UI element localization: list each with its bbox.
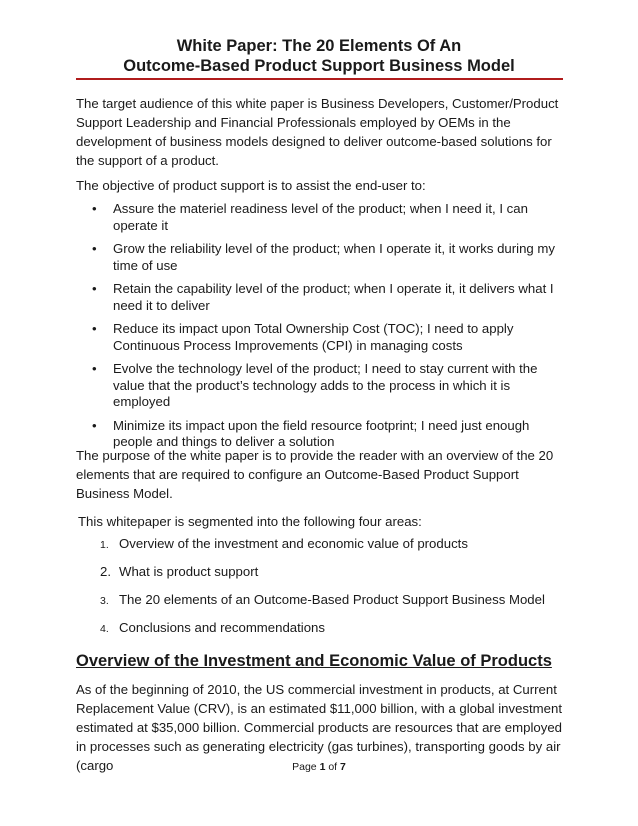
bullet-item <box>76 201 566 234</box>
page-footer <box>0 761 638 773</box>
page-total: 7 <box>340 761 346 773</box>
bullet-icon: • <box>92 201 97 216</box>
numbered-item <box>76 536 566 564</box>
section-paragraph: As of the beginning of 2010, the US commercial investment in products, at Current Replacement Value (CRV), is an estimated $11,000 billion, with a global investment estimated at $35,000 billion. Commercial products are resources that are employed in processes such as generating electricity (gas turbines), transporting goods by air (cargo <box>76 682 562 773</box>
bullet-icon: • <box>92 321 97 336</box>
intro-paragraph: The target audience of this white paper is Business Developers, Customer/Product Support Leadership and Financial Professionals employed by OEMs in the development of business models designed to deliver outcome-based solutions for the support of a product. <box>76 96 559 168</box>
section-heading: Overview of the Investment and Economic Value of Products <box>76 652 552 670</box>
numbered-item <box>76 564 566 592</box>
title-divider <box>76 78 563 80</box>
bullet-text: Grow the reliability level of the product; when I operate it, it works during my time of use <box>113 241 555 273</box>
item-number: 3. <box>100 595 109 607</box>
bullet-text: Reduce its impact upon Total Ownership Cost (TOC); I need to apply Continuous Process Improvements (CPI) in managing costs <box>113 321 514 353</box>
objective-paragraph: The objective of product support is to assist the end-user to: <box>76 178 426 193</box>
objective-bullet-list <box>76 201 566 458</box>
bullet-icon: • <box>92 417 97 433</box>
item-text: What is product support <box>119 564 259 579</box>
segments-paragraph: This whitepaper is segmented into the following four areas: <box>78 514 422 529</box>
document-title-line2: Outcome-Based Product Support Business Model <box>123 57 515 75</box>
bullet-text: Assure the materiel readiness level of the product; when I need it, I can operate it <box>113 201 528 233</box>
bullet-text: Retain the capability level of the product; when I operate it, it delivers what I need it to deliver <box>113 281 554 313</box>
item-text: Conclusions and recommendations <box>119 620 325 635</box>
item-number: 1. <box>100 539 109 551</box>
page-of-label: of <box>325 761 341 773</box>
areas-numbered-list <box>76 536 566 648</box>
item-number: 4. <box>100 623 109 635</box>
item-number: 2. <box>100 564 111 579</box>
bullet-item <box>76 281 566 314</box>
purpose-paragraph: The purpose of the white paper is to provide the reader with an overview of the 20 elements that are required to configure an Outcome-Based Product Support Business Model. <box>76 448 554 501</box>
page-number: 1 <box>319 761 326 773</box>
bullet-item <box>76 241 566 274</box>
bullet-icon: • <box>92 361 97 376</box>
item-text: Overview of the investment and economic value of products <box>119 536 468 551</box>
bullet-text: Evolve the technology level of the product; I need to stay current with the value that the product’s technology adds to the process in which it is employed <box>113 361 538 409</box>
document-title-line1: White Paper: The 20 Elements Of An <box>176 37 462 55</box>
bullet-icon: • <box>92 281 97 296</box>
bullet-item <box>76 321 566 354</box>
page-label: Page <box>292 761 320 773</box>
numbered-item <box>76 592 566 620</box>
bullet-item <box>76 361 566 411</box>
bullet-icon: • <box>92 241 97 256</box>
bullet-text: Minimize its impact upon the field resource footprint; I need just enough people and things to deliver a solution <box>113 417 530 449</box>
numbered-item <box>76 620 566 648</box>
item-text: The 20 elements of an Outcome-Based Product Support Business Model <box>119 592 545 607</box>
